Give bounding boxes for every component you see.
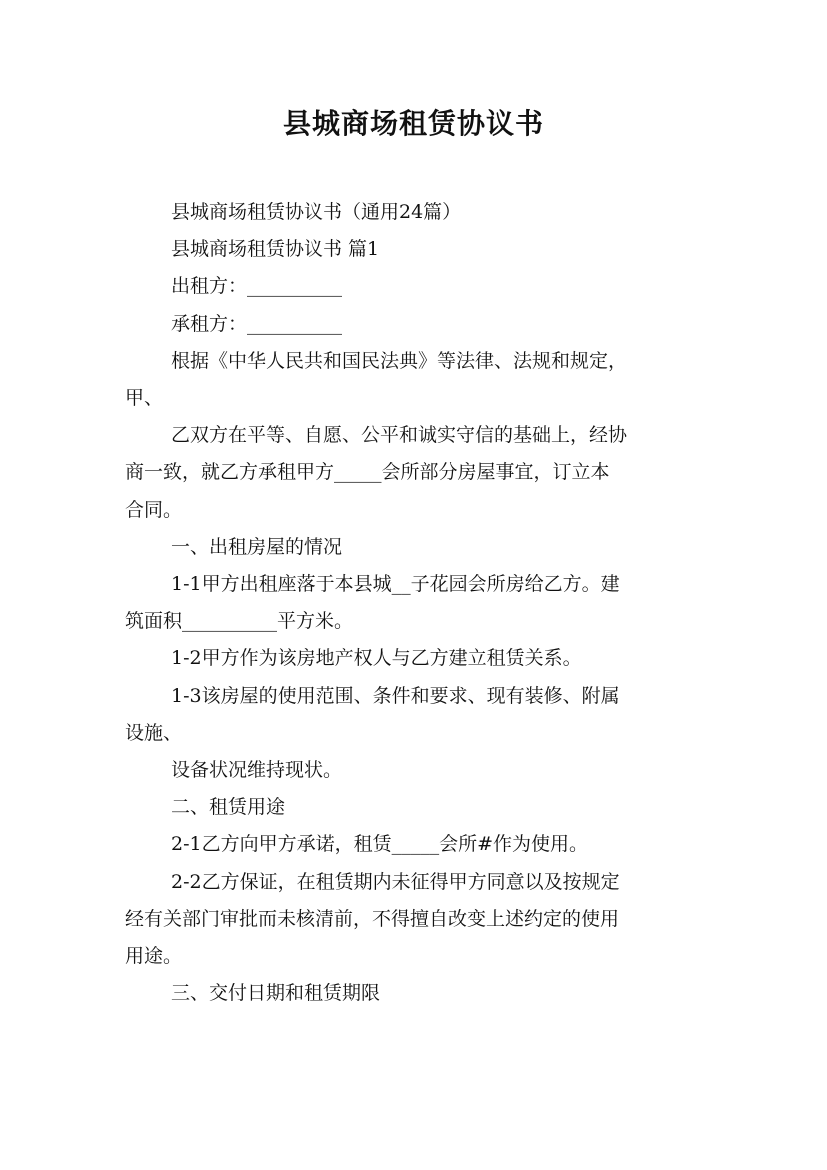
paragraph-line: 根据《中华人民共和国民法典》等法律、法规和规定， — [171, 349, 628, 372]
paragraph-line: 一、出租房屋的情况 — [171, 535, 343, 558]
paragraph-line: 合同。 — [125, 498, 183, 521]
paragraph-line: 二、租赁用途 — [171, 796, 286, 819]
paragraph-line: 设备状况维持现状。 — [171, 759, 343, 782]
paragraph-line: 筑面积__________平方米。 — [125, 610, 354, 633]
paragraph-line: 三、交付日期和租赁期限 — [171, 982, 381, 1005]
paragraph-line: 2-1乙方向甲方承诺，租赁_____会所#作为使用。 — [171, 833, 589, 856]
document-title: 县城商场租赁协议书 — [282, 107, 544, 140]
paragraph-line: 用途。 — [125, 945, 183, 968]
paragraph-line: 商一致，就乙方承租甲方_____会所部分房屋事宜，订立本 — [125, 461, 610, 484]
paragraph-line: 1-3该房屋的使用范围、条件和要求、现有装修、附属 — [171, 684, 620, 707]
paragraph-line: 1-2甲方作为该房地产权人与乙方建立租赁关系。 — [171, 647, 582, 670]
paragraph-line: 承租方：__________ — [171, 312, 343, 335]
paragraph-line: 县城商场租赁协议书（通用24篇） — [171, 201, 462, 223]
paragraph-line: 出租方：__________ — [171, 275, 343, 298]
paragraph-line: 县城商场租赁协议书 篇1 — [171, 238, 380, 261]
paragraph-line: 1-1甲方出租座落于本县城__子花园会所房给乙方。建 — [171, 573, 620, 596]
paragraph-line: 乙双方在平等、自愿、公平和诚实守信的基础上，经协 — [171, 424, 628, 447]
paragraph-line: 2-2乙方保证，在租赁期内未征得甲方同意以及按规定 — [171, 870, 620, 893]
paragraph-line: 经有关部门审批而未核清前，不得擅自改变上述约定的使用 — [125, 907, 620, 930]
paragraph-line: 甲、 — [125, 387, 164, 410]
paragraph-line: 设施、 — [125, 721, 183, 744]
document-body — [125, 194, 705, 1012]
